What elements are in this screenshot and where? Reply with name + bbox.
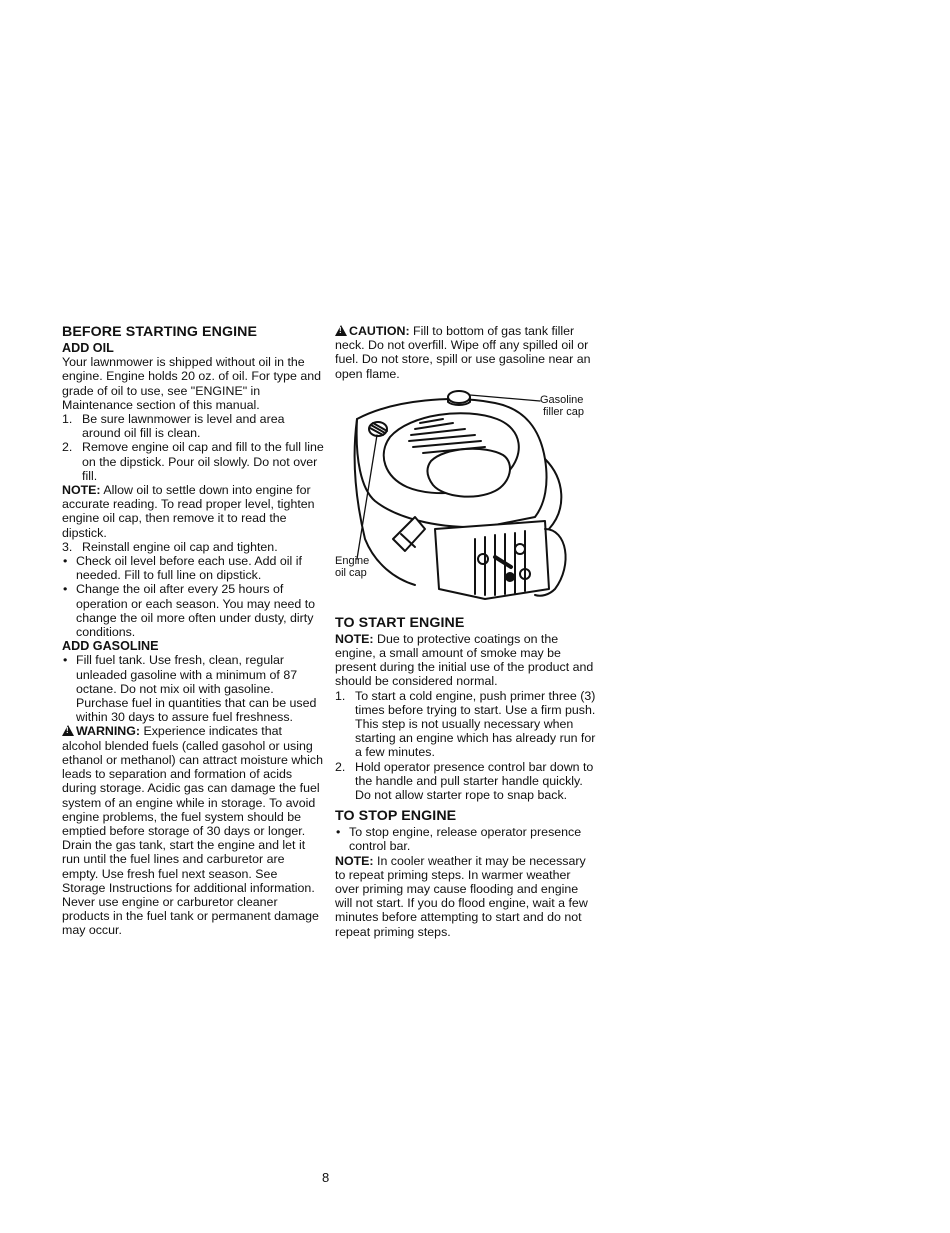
step-number: 3. [62, 539, 73, 554]
list-item [335, 689, 597, 760]
note-label: NOTE: [335, 631, 374, 646]
right-column [335, 324, 597, 939]
section-heading-to-start-engine: TO START ENGINE [335, 614, 465, 631]
step-number: 1. [62, 412, 73, 427]
label-line: oil cap [335, 566, 367, 579]
step-text: Be sure lawnmower is level and area around oil fill is clean. [82, 412, 285, 441]
bullet-text: Check oil level before each use. Add oil if needed. Fill to full line on dipstick. [76, 554, 302, 583]
label-line: filler cap [543, 405, 584, 418]
caution-paragraph [335, 324, 597, 381]
label-line: Gasoline [540, 393, 584, 406]
bullet-icon: • [63, 554, 68, 569]
step-text: Reinstall engine oil cap and tighten. [82, 539, 278, 554]
warning-icon [62, 725, 74, 736]
bullet-icon: • [63, 653, 68, 668]
step-text: To start a cold engine, push primer three (3) times before trying to start. Use a firm push. This step is not usually necessary when starting an engine which has already run for a few minutes. [355, 688, 596, 760]
note-text: Due to protective coatings on the engine, a small amount of smoke may be present during the initial use of the product and should be considered normal. [335, 631, 594, 689]
stop-bullets [335, 825, 597, 853]
note-text: In cooler weather it may be necessary to repeat priming steps. In warmer weather over priming may cause flooding and engine will not start. If you do flood engine, wait a few minutes before attempting to start and do not repeat priming steps. [335, 853, 588, 939]
engine-oil-cap-label [335, 555, 369, 579]
list-item [335, 760, 597, 803]
warning-text: Experience indicates that alcohol blended fuels (called gasohol or using ethanol or methanol) can attract moisture which leads to separation and formation of acids during storage. Acidic gas can damage the fuel system of an engine while in storage. To avoid engine problems, the fuel system should be emptied before storage of 30 days or longer. Drain the gas tank, start the engine and let it run until the fuel lines and carburetor are empty. Use fresh fuel next season. See Storage Instructions for additional information. Never use engine or carburetor cleaner products in the fuel tank or permanent damage may occur. [62, 724, 324, 938]
start-note [335, 632, 597, 689]
bullet-icon: • [63, 582, 68, 597]
engine-illustration [335, 389, 597, 609]
list-item [62, 540, 324, 554]
add-oil-intro: Your lawnmower is shipped without oil in the engine. Engine holds 20 oz. of oil. For type and grade of oil to use, see "ENGINE" in Maintenance section of this manual. [62, 355, 321, 412]
bullet-text: Fill fuel tank. Use fresh, clean, regular unleaded gasoline with a minimum of 87 octane. Do not mix oil with gasoline. Purchase fuel in quantities that can be used within 30 days to assure fuel freshness. [76, 653, 317, 725]
caution-text: Fill to bottom of gas tank filler neck. Do not overfill. Wipe off any spilled oil or fuel. Do not store, spill or use gasoline near an open flame. [335, 324, 591, 381]
section-heading-before-starting: BEFORE STARTING ENGINE [62, 324, 258, 340]
start-steps [335, 689, 597, 803]
note-text: Allow oil to settle down into engine for accurate reading. To read proper level, tighten engine oil cap, then remove it to read the dipstick. [62, 483, 315, 540]
bullet-text: Change the oil after every 25 hours of operation or each season. You may need to change the oil more often under dusty, dirty conditions. [76, 582, 316, 640]
bullet-text: To stop engine, release operator presence control bar. [349, 825, 582, 854]
note-label: NOTE: [62, 483, 101, 498]
engine-drawing-icon [335, 389, 597, 609]
caution-label: CAUTION: [349, 324, 410, 338]
left-column [62, 324, 324, 938]
page-number: 8 [322, 1170, 330, 1185]
step-text: Remove engine oil cap and fill to the full line on the dipstick. Pour oil slowly. Do not over fill. [82, 440, 324, 483]
step-number: 1. [335, 688, 346, 703]
subheading-add-gasoline: ADD GASOLINE [62, 639, 159, 654]
gasoline-filler-cap-label [540, 394, 584, 418]
gasoline-warning [62, 724, 324, 937]
step-number: 2. [335, 759, 346, 774]
add-oil-steps [62, 412, 324, 483]
label-line: Engine [335, 554, 370, 567]
list-item [62, 412, 324, 440]
warning-label: WARNING: [76, 724, 141, 739]
list-item [62, 554, 324, 582]
section-heading-to-stop-engine: TO STOP ENGINE [335, 808, 457, 825]
list-item [62, 582, 324, 639]
subheading-add-oil: ADD OIL [62, 341, 114, 355]
add-oil-note [62, 483, 324, 540]
list-item [62, 653, 324, 724]
add-oil-step-3 [62, 540, 324, 554]
note-label: NOTE: [335, 853, 374, 868]
stop-note [335, 854, 597, 939]
step-text: Hold operator presence control bar down to the handle and pull starter handle quickly. Do not allow starter rope to snap back. [355, 759, 594, 803]
add-gasoline-bullets [62, 653, 324, 724]
bullet-icon: • [336, 825, 341, 840]
list-item [335, 825, 597, 853]
add-oil-bullets [62, 554, 324, 639]
caution-icon [335, 325, 347, 336]
list-item [62, 440, 324, 483]
step-number: 2. [62, 440, 73, 455]
